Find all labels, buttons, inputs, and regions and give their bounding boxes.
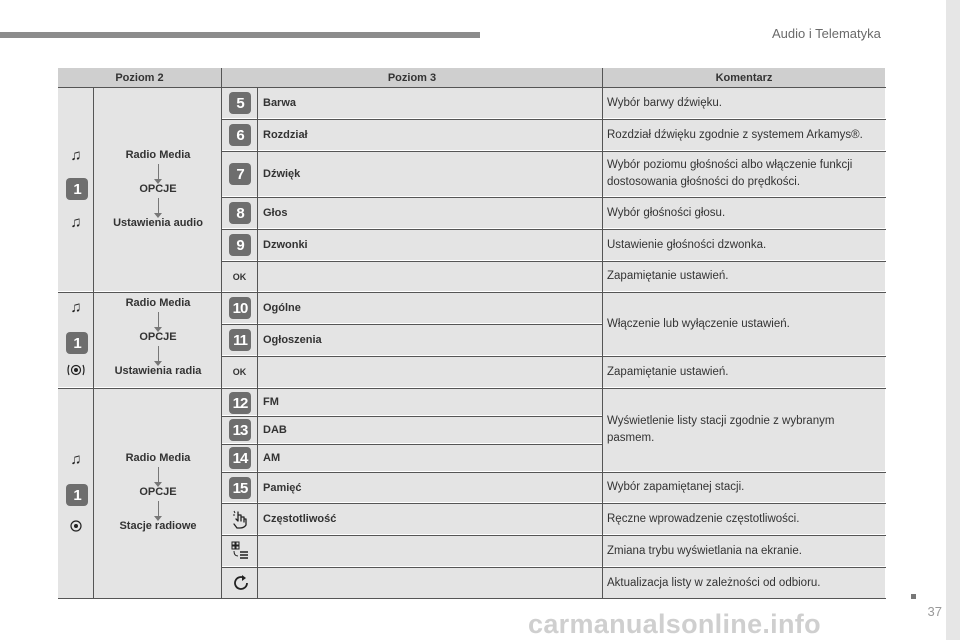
column-header-comment: Komentarz [603,68,886,88]
table-row-label: Dzwonki [258,230,603,261]
step-badge: 13 [229,419,251,441]
step-badge: 1 [66,484,88,506]
nav-options: OPCJE [139,183,177,195]
nav-radio-stations: Stacje radiowe [119,520,197,532]
hand-pointer-icon [230,509,250,529]
nav-options: OPCJE [139,486,177,498]
column-header-level2: Poziom 2 [58,68,222,88]
arrow-down-icon [158,312,159,328]
arrow-down-icon [158,501,159,517]
table-row-label [258,262,603,292]
table-row-comment: Zmiana trybu wyświetlania na ekranie. [603,536,886,567]
radio-station-icon [66,518,86,534]
column-divider [602,68,603,599]
refresh-icon [231,573,251,593]
step-badge: 8 [229,202,251,224]
column-header-level3: Poziom 3 [222,68,603,88]
nav-path-stations [95,452,221,532]
step-badge: 1 [66,332,88,354]
table-row-comment: Zapamiętanie ustawień. [603,357,886,388]
step-badge: 15 [229,477,251,499]
table-row-comment: Wybór zapamiętanej stacji. [603,473,886,503]
table-row-label: Ogłoszenia [258,325,603,356]
nav-path-audio [95,149,221,229]
column-divider [221,68,222,599]
table-row-label: Rozdział [258,120,603,151]
table-row-comment: Wybór barwy dźwięku. [603,88,886,119]
table-row-comment: Aktualizacja listy w zależności od odbioru. [603,568,886,599]
arrow-down-icon [158,198,159,214]
arrow-down-icon [158,164,159,180]
table-row-label [258,357,603,388]
nav-radio-media: Radio Media [125,297,191,309]
merged-comment: Wyświetlenie listy stacji zgodnie z wybranym pasmem. [603,389,886,472]
header-title: Audio i Telematyka [772,26,881,41]
table-row-label: FM [258,389,603,416]
table-row-comment: Wybór głośności głosu. [603,198,886,229]
music-note-icon: ♫ [70,147,82,164]
table-row-comment: Rozdział dźwięku zgodnie z systemem Arkamys®. [603,120,886,151]
watermark: carmanualsonline.info [528,609,821,639]
table-row-label: Dźwięk [258,152,603,197]
table-row-label [258,568,603,599]
music-settings-icon: ♫ [70,214,82,231]
step-badge: 12 [229,392,251,414]
nav-radio-media: Radio Media [125,149,191,161]
ok-badge: OK [222,357,258,388]
page-marker [911,594,916,599]
nav-radio-media: Radio Media [125,452,191,464]
step-badge: 1 [66,178,88,200]
step-badge: 14 [229,447,251,469]
arrow-down-icon [158,346,159,362]
table-row-comment: Ustawienie głośności dzwonka. [603,230,886,261]
column-divider [93,88,94,599]
step-badge: 10 [229,297,251,319]
column-divider [257,88,258,599]
nav-audio-settings: Ustawienia audio [113,217,203,229]
step-badge: 5 [229,92,251,114]
ok-badge: OK [222,262,258,292]
nav-options: OPCJE [139,331,177,343]
step-badge: 11 [229,329,251,351]
nav-radio-settings: Ustawienia radia [114,365,202,377]
header-divider [58,87,886,88]
table-row-label: DAB [258,417,603,444]
table-row-label: Głos [258,198,603,229]
arrow-down-icon [158,467,159,483]
step-badge: 6 [229,124,251,146]
merged-comment: Włączenie lub wyłączenie ustawień. [603,293,886,356]
top-bar [0,32,480,38]
table-row-label: Pamięć [258,473,603,503]
table-row-label [258,536,603,567]
music-note-icon: ♫ [70,451,82,468]
page-edge-bar [946,0,960,640]
table-bottom-border [58,598,886,599]
step-badge: 7 [229,163,251,185]
radio-settings-icon [66,362,86,378]
table-row-label: Barwa [258,88,603,119]
list-view-icon [230,540,250,560]
nav-path-radio [95,297,221,377]
table-row-label: Ogólne [258,293,603,324]
table-row-comment: Zapamiętanie ustawień. [603,262,886,292]
page-number: 37 [927,604,942,619]
table-row-label: AM [258,445,603,472]
table-row-comment: Ręczne wprowadzenie częstotliwości. [603,504,886,535]
table-row-label: Częstotliwość [258,504,603,535]
table-row-comment: Wybór poziomu głośności albo włączenie funkcji dostosowania głośności do prędkości. [603,152,886,197]
music-note-icon: ♫ [70,299,82,316]
step-badge: 9 [229,234,251,256]
